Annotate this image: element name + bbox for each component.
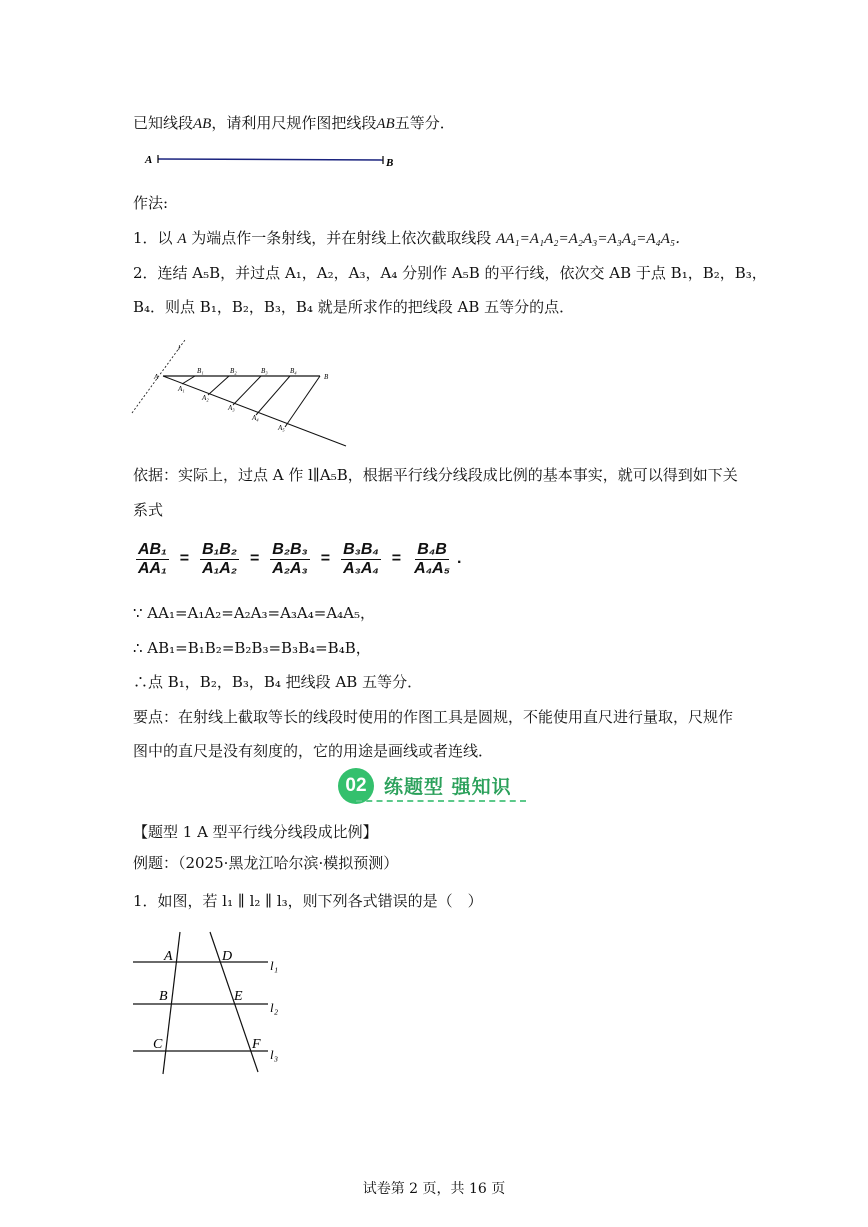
method-step-2-line-2: B₄．则点 B₁，B₂，B₃，B₄ 就是所求作的把线段 AB 五等分的点． bbox=[133, 298, 575, 316]
proof-conclusion: ∴点 B₁，B₂，B₃，B₄ 把线段 AB 五等分． bbox=[133, 673, 423, 691]
segment-ab-label: AB bbox=[193, 116, 212, 132]
svg-text:B: B bbox=[324, 373, 329, 381]
svg-text:l₂: l₂ bbox=[270, 1000, 279, 1015]
svg-text:B: B bbox=[159, 989, 168, 1004]
svg-text:D: D bbox=[222, 949, 233, 964]
construction-figure bbox=[130, 338, 355, 450]
svg-text:F: F bbox=[252, 1037, 261, 1052]
section-title: 练题型 强知识 bbox=[384, 776, 512, 798]
svg-text:C: C bbox=[153, 1037, 163, 1052]
svg-text:B₂: B₂ bbox=[230, 367, 237, 375]
example-source: 例题：（2025·黑龙江哈尔滨·模拟预测） bbox=[133, 854, 399, 872]
segment-ab-figure bbox=[140, 150, 400, 172]
svg-text:A₃: A₃ bbox=[228, 404, 235, 412]
keypoint-line-2: 图中的直尺是没有刻度的，它的用途是画线或者连线． bbox=[133, 742, 494, 760]
parallel-lines-figure bbox=[130, 928, 290, 1078]
question-1-stem: 1．如图，若 l₁ ∥ l₂ ∥ l₃，则下列各式错误的是（ ） bbox=[133, 892, 483, 910]
point-a-label: A bbox=[145, 154, 153, 166]
svg-text:A: A bbox=[154, 373, 159, 381]
basis-line-1: 依据：实际上，过点 A 作 l∥A₅B，根据平行线分线段成比例的基本事实，就可以得到如下关 bbox=[133, 466, 738, 484]
svg-text:B₄: B₄ bbox=[290, 367, 297, 375]
method-heading: 作法: bbox=[133, 194, 169, 212]
ray-from-a bbox=[163, 376, 346, 446]
proof-because: ∵ AA₁=A₁A₂=A₂A₃=A₃A₄=A₄A₅， bbox=[133, 604, 376, 622]
svg-text:l: l bbox=[178, 344, 180, 352]
keypoint-line-1: 要点：在射线上截取等长的线段时使用的作图工具是圆规，不能使用直尺进行量取，尺规作 bbox=[133, 708, 734, 726]
page-footer: 试卷第 2 页，共 16 页 bbox=[362, 1181, 506, 1197]
svg-text:B₁: B₁ bbox=[197, 367, 204, 375]
section-number-badge: 02 bbox=[338, 768, 374, 804]
method-step-2-line-1: 2．连结 A₅B，并过点 A₁，A₂，A₃，A₄ 分别作 A₅B 的平行线，依次交 AB 于点 B₁，B₂，B₃， bbox=[133, 264, 767, 282]
svg-text:B₃: B₃ bbox=[261, 367, 268, 375]
method-step-1: 1．以 A 为端点作一条射线，并在射线上依次截取线段 AA₁=A₁A₂=A₂A₃=A₃A₄=A₄A₅． bbox=[133, 229, 691, 247]
section-underline bbox=[356, 800, 526, 802]
intro-text: 已知线段AB，请利用尺规作图把线段AB五等分． bbox=[133, 114, 455, 132]
segment-a5b bbox=[285, 376, 320, 427]
question-type-heading: 【题型 1 A 型平行线分线段成比例】 bbox=[133, 823, 378, 841]
svg-text:A₂: A₂ bbox=[202, 394, 209, 402]
svg-text:A₄: A₄ bbox=[252, 414, 259, 422]
svg-text:l₁: l₁ bbox=[270, 958, 279, 973]
proportion-formula: $\frac{\text{AB₁}}{\text{AA₁}}$ = $\frac{\text{B₁B₂}}{\text{A₁A₂}}$ = $\frac{\text{B₂B₃}}{\text{A₂A₃}}$ = $\frac{\text{B₃B₄}}{\text{A₃A₄}}$ = $\frac{\text{B₄B}}{\text{A₄A₅}}$ . bbox=[138, 540, 462, 577]
svg-text:A₁: A₁ bbox=[178, 385, 185, 393]
svg-text:E: E bbox=[234, 989, 243, 1004]
svg-text:A₅: A₅ bbox=[278, 424, 285, 432]
svg-text:A: A bbox=[164, 949, 173, 964]
point-b-label: B bbox=[386, 157, 394, 169]
proof-therefore: ∴ AB₁=B₁B₂=B₂B₃=B₃B₄=B₄B， bbox=[133, 639, 371, 657]
svg-text:l₃: l₃ bbox=[270, 1047, 279, 1062]
basis-line-2: 系式 bbox=[133, 501, 164, 519]
